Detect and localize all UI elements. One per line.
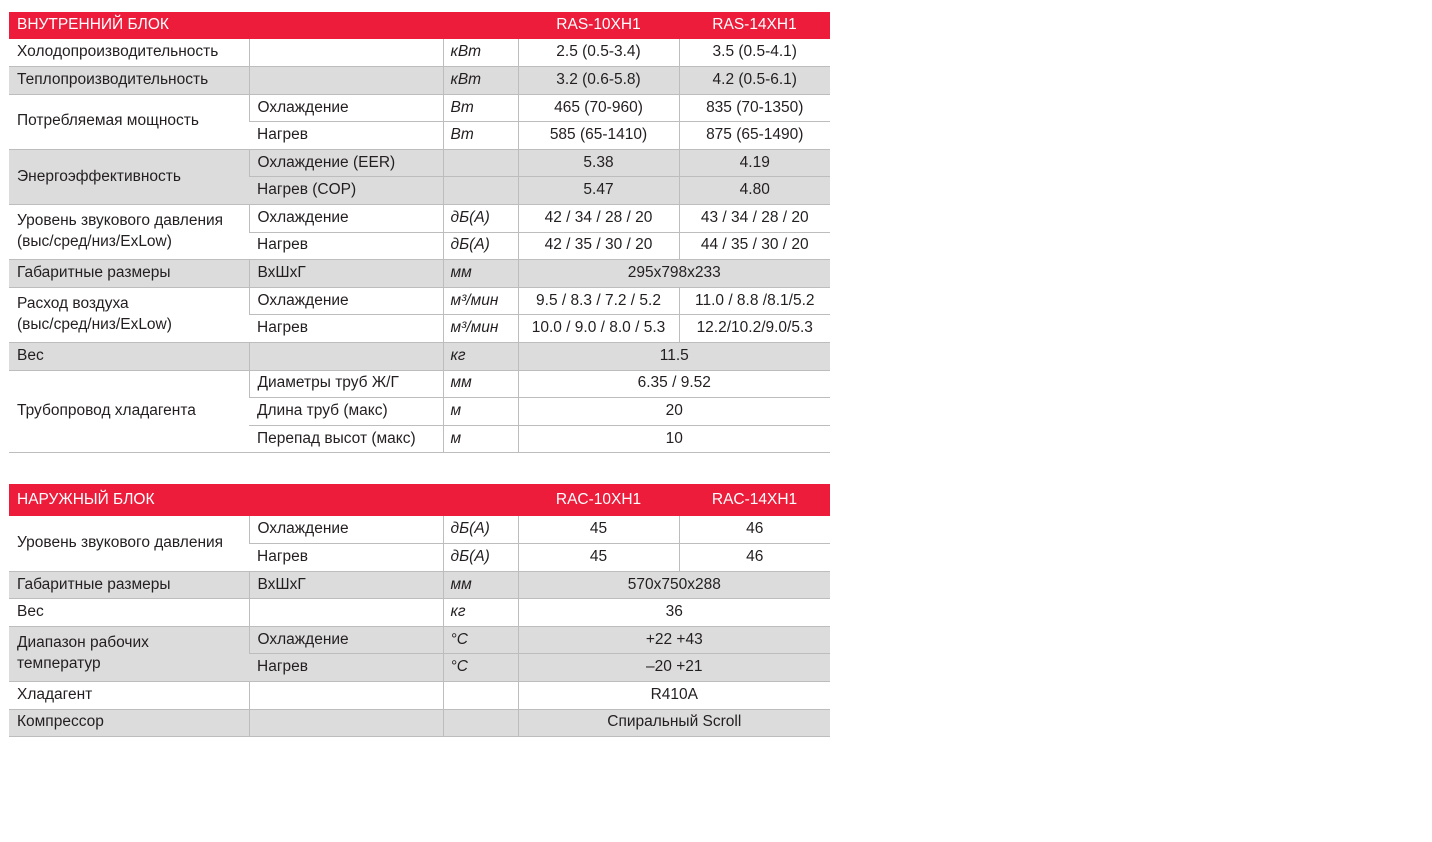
label-line-1: Расход воздуха: [17, 295, 129, 313]
table-row: [9, 205, 830, 233]
indoor-unit-table: [9, 12, 830, 453]
value-model-1: 5.38: [518, 149, 679, 177]
value-model-1: 42 / 34 / 28 / 20: [518, 205, 679, 233]
value-model-2: 46: [679, 544, 830, 572]
table-row: [9, 516, 830, 544]
indoor-title: ВНУТРЕННИЙ БЛОК: [9, 12, 518, 39]
table-row: [9, 149, 830, 177]
row-unit: Вт: [443, 94, 518, 122]
row-sub: Нагрев: [249, 654, 443, 682]
table-row: [9, 599, 830, 627]
row-unit: м³/мин: [443, 287, 518, 315]
row-sub: Нагрев: [249, 122, 443, 150]
row-sub: Нагрев: [249, 315, 443, 343]
row-unit: мм: [443, 571, 518, 599]
row-unit: дБ(А): [443, 516, 518, 544]
value-shared: 295x798x233: [518, 260, 830, 288]
value-model-2: 835 (70-1350): [679, 94, 830, 122]
table-row: [9, 709, 830, 737]
row-sub: Охлаждение: [249, 94, 443, 122]
row-unit: [443, 709, 518, 737]
row-label: Габаритные размеры: [9, 571, 249, 599]
row-label: Уровень звукового давления: [9, 516, 249, 571]
outdoor-title: НАРУЖНЫЙ БЛОК: [9, 484, 518, 516]
row-sub: [249, 343, 443, 371]
row-sub: Охлаждение: [249, 516, 443, 544]
row-label: Теплопроизводительность: [9, 67, 249, 95]
row-label: Энергоэффективность: [9, 149, 249, 204]
value-shared: 20: [518, 398, 830, 426]
value-shared: Спиральный Scroll: [518, 709, 830, 737]
value-model-1: 10.0 / 9.0 / 8.0 / 5.3: [518, 315, 679, 343]
row-sub: ВхШхГ: [249, 260, 443, 288]
row-unit: Вт: [443, 122, 518, 150]
table-row: [9, 682, 830, 710]
row-unit: мм: [443, 260, 518, 288]
row-unit: кг: [443, 599, 518, 627]
row-sub: [249, 682, 443, 710]
table-row: [9, 370, 830, 398]
label-line-2: (выс/сред/низ/ExLow): [17, 315, 172, 333]
table-row: [9, 67, 830, 95]
value-shared: 570x750x288: [518, 571, 830, 599]
value-model-2: 12.2/10.2/9.0/5.3: [679, 315, 830, 343]
value-model-2: 43 / 34 / 28 / 20: [679, 205, 830, 233]
row-unit: [443, 177, 518, 205]
value-model-1: 45: [518, 516, 679, 544]
value-model-1: 45: [518, 544, 679, 572]
label-line-2: (выс/сред/низ/ExLow): [17, 233, 172, 251]
row-sub: Диаметры труб Ж/Г: [249, 370, 443, 398]
indoor-header-row: [9, 12, 830, 39]
row-label: [9, 205, 249, 260]
row-unit: дБ(А): [443, 232, 518, 260]
outdoor-model-2: RAC-14XH1: [679, 484, 830, 516]
indoor-model-1: RAS-10XH1: [518, 12, 679, 39]
value-model-2: 3.5 (0.5-4.1): [679, 39, 830, 67]
row-label: Габаритные размеры: [9, 260, 249, 288]
row-unit: [443, 149, 518, 177]
outdoor-header-row: [9, 484, 830, 516]
row-sub: [249, 67, 443, 95]
row-sub: Длина труб (макс): [249, 398, 443, 426]
row-sub: Охлаждение: [249, 205, 443, 233]
row-unit: м³/мин: [443, 315, 518, 343]
label-line-1: Диапазон рабочих: [17, 634, 149, 652]
table-row: [9, 39, 830, 67]
value-model-2: 11.0 / 8.8 /8.1/5.2: [679, 287, 830, 315]
outdoor-unit-table: [9, 484, 830, 737]
value-shared: 6.35 / 9.52: [518, 370, 830, 398]
row-sub: Нагрев: [249, 544, 443, 572]
label-line-2: температур: [17, 654, 101, 672]
table-row: [9, 626, 830, 654]
row-unit: кг: [443, 343, 518, 371]
value-model-2: 4.80: [679, 177, 830, 205]
value-shared: 11.5: [518, 343, 830, 371]
value-model-2: 4.2 (0.5-6.1): [679, 67, 830, 95]
row-label: [9, 626, 249, 681]
value-model-2: 46: [679, 516, 830, 544]
row-sub: Охлаждение: [249, 287, 443, 315]
row-unit: дБ(А): [443, 205, 518, 233]
row-sub: Нагрев: [249, 232, 443, 260]
value-model-2: 4.19: [679, 149, 830, 177]
row-label: Хладагент: [9, 682, 249, 710]
row-unit: кВт: [443, 67, 518, 95]
row-label: Холодопроизводительность: [9, 39, 249, 67]
row-unit: [443, 682, 518, 710]
row-sub: Перепад высот (макс): [249, 425, 443, 453]
row-sub: [249, 39, 443, 67]
table-row: [9, 571, 830, 599]
value-shared: R410A: [518, 682, 830, 710]
row-sub: [249, 599, 443, 627]
row-label: Вес: [9, 599, 249, 627]
table-row: [9, 94, 830, 122]
value-shared: 36: [518, 599, 830, 627]
table-row: [9, 287, 830, 315]
row-unit: °C: [443, 626, 518, 654]
value-model-1: 465 (70-960): [518, 94, 679, 122]
table-row: [9, 343, 830, 371]
value-model-1: 2.5 (0.5-3.4): [518, 39, 679, 67]
table-row: [9, 260, 830, 288]
row-label: [9, 287, 249, 342]
row-unit: °C: [443, 654, 518, 682]
row-unit: м: [443, 398, 518, 426]
row-sub: [249, 709, 443, 737]
row-sub: Нагрев (COP): [249, 177, 443, 205]
value-model-1: 5.47: [518, 177, 679, 205]
row-sub: Охлаждение (EER): [249, 149, 443, 177]
row-unit: дБ(А): [443, 544, 518, 572]
value-model-2: 44 / 35 / 30 / 20: [679, 232, 830, 260]
value-model-1: 3.2 (0.6-5.8): [518, 67, 679, 95]
value-shared: 10: [518, 425, 830, 453]
row-unit: м: [443, 425, 518, 453]
label-line-1: Уровень звукового давления: [17, 212, 224, 230]
value-model-1: 585 (65-1410): [518, 122, 679, 150]
value-shared: +22 +43: [518, 626, 830, 654]
value-model-1: 9.5 / 8.3 / 7.2 / 5.2: [518, 287, 679, 315]
outdoor-model-1: RAC-10XH1: [518, 484, 679, 516]
row-label: Вес: [9, 343, 249, 371]
row-label: Потребляемая мощность: [9, 94, 249, 149]
row-label: Трубопровод хладагента: [9, 370, 249, 453]
row-sub: Охлаждение: [249, 626, 443, 654]
row-unit: кВт: [443, 39, 518, 67]
value-shared: –20 +21: [518, 654, 830, 682]
value-model-2: 875 (65-1490): [679, 122, 830, 150]
indoor-model-2: RAS-14XH1: [679, 12, 830, 39]
row-unit: мм: [443, 370, 518, 398]
row-sub: ВхШхГ: [249, 571, 443, 599]
row-label: Компрессор: [9, 709, 249, 737]
value-model-1: 42 / 35 / 30 / 20: [518, 232, 679, 260]
